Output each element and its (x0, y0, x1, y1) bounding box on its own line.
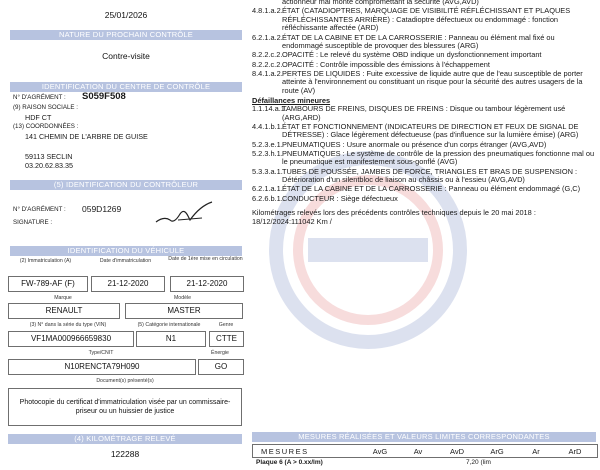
centre-agrement-label: N° D'AGRÉMENT : (13, 94, 66, 101)
mesures-col-ard: ArD (568, 446, 582, 456)
energie-value: GO (214, 362, 228, 371)
type-value: N10RENCTA79H090 (64, 362, 140, 371)
nature-value: Contre-visite (102, 51, 150, 61)
defect-item (252, 123, 597, 140)
type-box (8, 359, 196, 375)
marque-value: RENAULT (45, 306, 83, 315)
defect-code: 5.2.3.h.1. (252, 148, 283, 158)
mesures-col-av: Av (413, 446, 423, 456)
cat-label: (5) Catégorie internationale (137, 322, 201, 328)
raison-value: HDF CT (25, 113, 52, 122)
mesures-header-row (252, 444, 598, 458)
defect-item (252, 51, 597, 60)
date-value: 25/01/2026 (104, 10, 148, 20)
marque-label: Marque (54, 295, 72, 301)
raison-label: (9) RAISON SOCIALE : (13, 104, 78, 111)
defect-text: ÉTAT DE LA CABINE ET DE LA CARROSSERIE : Panneau ou élément mal fixé ou endommagé susceptible de provoquer des blessures (ARG) (282, 32, 555, 51)
address-value: 141 CHEMIN DE L'ARBRE DE GUISE (25, 132, 148, 141)
genre-value: CTTE (216, 334, 237, 343)
defect-item (252, 34, 597, 51)
defect-code: 8.2.2.c.2. (252, 50, 283, 60)
mesures-row (256, 459, 596, 466)
defect-text: PNEUMATIQUES : Usure anormale ou présence d'un corps étranger (AVG,AVD) (282, 139, 547, 149)
defect-text: OPACITÉ : Le relevé du système OBD indique un dysfonctionnement important (282, 50, 542, 60)
defect-code: 4.4.1.b.1. (252, 121, 283, 131)
energie-label: Énergie (211, 350, 229, 356)
defect-item (252, 70, 597, 96)
signature-label: SIGNATURE : (13, 219, 53, 226)
date-circ-box (170, 276, 244, 292)
coord-label: (13) COORDONNÉES : (13, 123, 79, 130)
docs-box (8, 388, 242, 426)
km-box (8, 447, 242, 461)
date-immat-value: 21-12-2020 (107, 279, 149, 288)
genre-box (209, 331, 244, 347)
marque-box (8, 303, 120, 319)
phone-value: 03.20.62.83.35 (25, 161, 73, 170)
date-immat-box (91, 276, 165, 292)
type-label: Type/CNIT (88, 350, 114, 356)
immat-value: FW-789-AF (F) (21, 279, 75, 288)
controleur-agrement-label: N° D'AGRÉMENT : (13, 206, 66, 213)
km-value: 122288 (110, 449, 140, 459)
defect-text: ÉTAT (CATADIOPTRES, MARQUAGE DE VISIBILITÉ RÉFLÉCHISSANT ET PLAQUES RÉFLÉCHISSANTES ARRIÈRE) : Catadioptre défectueux ou endommagé : fonction réfléchissante affectée (ARD) (282, 6, 571, 33)
section-mesures: MESURES RÉALISÉES ET VALEURS LIMITES CORRESPONDANTES (252, 432, 596, 442)
genre-label: Genre (218, 322, 234, 328)
cat-box (136, 331, 206, 347)
km-history-note: Kilométrages relevés lors des précédents contrôles techniques depuis le 20 mai 2018 : 18/12/2024:111042 Km / (252, 208, 536, 226)
immat-box (8, 276, 88, 292)
section-centre: IDENTIFICATION DU CENTRE DE CONTRÔLE (10, 82, 242, 92)
defect-item (252, 185, 597, 194)
defect-text: actionneur mal monté compromettant la sécurité (AVG,AVD) (282, 0, 479, 6)
section-vehicule: IDENTIFICATION DU VÉHICULE (10, 246, 242, 256)
docs-value: Photocopie du certificat d'immatriculation visée par un commissaire-priseur ou un huissier de justice (19, 399, 231, 415)
defect-item (252, 168, 597, 185)
defect-code: 4.8.1.a.2. (252, 6, 283, 16)
vin-label: (3) N° dans la série du type (VIN) (29, 322, 107, 328)
nature-box (10, 42, 242, 70)
section-controleur: (5) IDENTIFICATION DU CONTRÔLEUR (10, 180, 242, 190)
date-circ-value: 21-12-2020 (186, 279, 228, 288)
modele-value: MASTER (167, 306, 201, 315)
section-km: (4) KILOMÉTRAGE RELEVÉ (8, 434, 242, 444)
defect-code: 6.2.1.a.1. (252, 184, 283, 194)
vin-value: VF1MA000966659830 (30, 334, 112, 343)
modele-box (125, 303, 243, 319)
date-circ-label: Date de 1ère mise en circulation (168, 256, 243, 262)
signature-scribble (150, 198, 220, 228)
mesures-col-ar: Ar (532, 446, 540, 456)
date-box (10, 4, 242, 26)
mesures-row-value: 7,20 (lim (466, 459, 491, 466)
defect-text: OPACITÉ : Contrôle impossible des émissions à l'échappement (282, 59, 490, 69)
mesures-row-label: Plaque 6 (A > 0.xx/lm) (256, 459, 323, 466)
defect-code: 6.2.1.a.2. (252, 32, 283, 42)
minor-defects-header: Défaillances mineures (252, 95, 331, 105)
centre-agrement-value: S059F508 (82, 91, 126, 102)
modele-label: Modèle (173, 295, 191, 301)
mesures-col-arg: ArG (490, 446, 504, 456)
mesures-col-avd: AvD (449, 446, 465, 456)
date-immat-label: Date d'immatriculation (99, 258, 152, 264)
mesures-header-label: MESURES (261, 446, 309, 456)
immat-label: (2) Immatriculation (A) (19, 258, 72, 264)
defect-code: 8.4.1.a.2. (252, 68, 283, 78)
docs-label: Document(s) présenté(s) (96, 378, 154, 384)
defect-code: 1.1.14.a.1. (252, 104, 287, 114)
cat-value: N1 (165, 334, 177, 343)
defect-item (252, 141, 597, 150)
defect-code: 6.2.6.b.1. (252, 193, 283, 203)
vin-box (8, 331, 134, 347)
defect-text: PNEUMATIQUES : Le système de contrôle de la pression des pneumatiques fonctionne mal ou le pneumatique est manifestement sous-gonflé (AVG) (282, 148, 595, 167)
defect-item (252, 105, 597, 122)
defect-text: TUBES DE POUSSÉE, JAMBES DE FORCE, TRIANGLES ET BRAS DE SUSPENSION : Détérioration d'un silentbloc de liaison au châssis ou à l'essieu (AVG,AVD) (282, 166, 578, 185)
controleur-agrement-value: 059D1269 (82, 204, 122, 214)
defect-code: 5.2.3.e.1. (252, 139, 283, 149)
defect-item (252, 7, 597, 33)
defect-text: ÉTAT DE LA CABINE ET DE LA CARROSSERIE : Panneau ou élément endommagé (G,C) (282, 184, 581, 194)
energie-box (198, 359, 244, 375)
mesures-col-avg: AvG (372, 446, 388, 456)
defect-item (252, 150, 597, 167)
defect-item (252, 61, 597, 70)
city-value: 59113 SECLIN (25, 152, 73, 161)
defect-text: PERTES DE LIQUIDES : Fuite excessive de liquide autre que de l'eau susceptible de porter atteinte à l'environnement ou constituant un risque pour la sécurité des autres usagers de la route (AV) (282, 68, 583, 95)
defect-item (252, 195, 597, 204)
defect-code: 8.2.2.c.2. (252, 59, 283, 69)
defect-code: 5.3.3.a.1. (252, 166, 283, 176)
defect-text: ÉTAT ET FONCTIONNEMENT (INDICATEURS DE DIRECTION ET FEUX DE SIGNAL DE DÉTRESSE) : Glace légèrement défectueuse (pas d'influence sur la lumière émise) (ARG) (282, 121, 579, 140)
defects-top-list (252, 0, 597, 226)
section-nature: NATURE DU PROCHAIN CONTRÔLE (10, 30, 242, 40)
defect-text: CONDUCTEUR : Siège défectueux (282, 193, 398, 203)
defect-text: TAMBOURS DE FREINS, DISQUES DE FREINS : Disque ou tambour légèrement usé (ARG,ARD) (282, 104, 566, 122)
